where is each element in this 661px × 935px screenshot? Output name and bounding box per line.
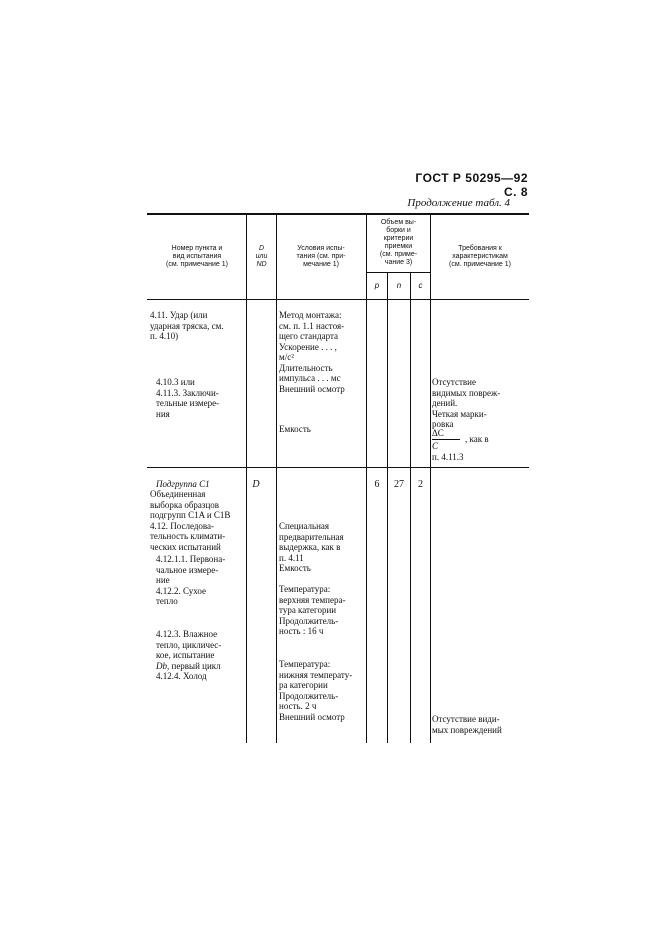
table-continuation-label: Продолжение табл. 4 — [407, 197, 510, 209]
col-header-c: c — [418, 281, 423, 290]
col-header-sample: Объем вы- борки и критерии приемки (см. приме- чание 3) — [379, 219, 418, 266]
col-divider-2 — [276, 213, 277, 743]
row2-test-c-line — [150, 661, 251, 672]
col-divider-3 — [366, 213, 367, 743]
row1-req-frac-den: C — [432, 441, 439, 451]
row1-req-frac-num: ΔC — [432, 428, 444, 438]
row2-test-d: 4.12.4. Холод — [156, 671, 207, 681]
row2-req: Отсутствие види- мых повреждений — [432, 714, 502, 735]
row2-test-c: 4.12.3. Влажное тепло, цикличес- кое, испытание — [156, 629, 222, 660]
row2-cond-a: Специальная предварительная выдержка, как в п. 4.11 Емкость — [279, 521, 344, 573]
row2-test-a: Объединенная выборка образцов подгрупп C1A и C1B 4.12. Последова- тельность климати- ческих испытаний — [150, 489, 231, 552]
row-separator-rule — [147, 467, 529, 468]
row2-p-value: 6 — [374, 479, 380, 490]
header-bottom-rule — [147, 299, 529, 300]
col-header-n: n — [396, 281, 402, 290]
col-header-p: p — [374, 281, 380, 290]
row2-test-c-italic: Db — [156, 661, 167, 671]
row2-n-value: 27 — [394, 479, 404, 490]
row1-req-frac-bar — [432, 439, 460, 440]
row1-test-b: 4.10.3 или 4.11.3. Заключи- тельные измере- ния — [156, 377, 220, 419]
col-divider-n — [410, 272, 411, 743]
col-divider-p — [387, 272, 388, 743]
row1-cond-a: Метод монтажа: см. п. 1.1 настоя- щего стандарта Ускорение . . . , м/с² Длительность импульса . . . мс Внешний осмотр — [279, 310, 345, 394]
row2-subgroup: Подгруппа C1 — [156, 479, 210, 489]
row2-test-c-tail: , первый цикл — [167, 661, 221, 671]
col-header-conditions: Условия испы- тания (см. при- мечание 1) — [296, 245, 346, 268]
col-divider-4 — [430, 213, 431, 743]
row2-c-value: 2 — [418, 479, 423, 490]
row1-req-ref: п. 4.11.3 — [432, 452, 464, 462]
row2-cond-b: Температура: верхняя темпера- тура категории Продолжитель- ность : 16 ч — [279, 584, 346, 636]
row2-d-value: D — [252, 479, 260, 490]
row2-cond-c: Температура: нижняя температу- ра категории Продолжитель- ность. 2 ч Внешний осмотр — [279, 659, 353, 722]
row1-req-frac-tail: , как в — [465, 434, 489, 444]
row1-cond-b: Емкость — [279, 424, 311, 434]
col-header-requirements: Требования к характеристикам (см. примечание 1) — [449, 245, 511, 268]
table-top-rule — [147, 213, 529, 215]
row1-req-a: Отсутствие видимых повреж- дений. Четкая марки- ровка — [432, 377, 501, 429]
row2-test-b: 4.12.1.1. Первона- чальное измере- ние 4.12.2. Сухое тепло — [156, 554, 226, 606]
row1-test-a: 4.11. Удар (или ударная тряска, см. п. 4.10) — [150, 310, 224, 341]
page-header: ГОСТ Р 50295—92 С. 8 — [415, 171, 528, 199]
col-header-d-nd: D или ND — [255, 245, 268, 268]
col-header-test: Номер пункта и вид испытания (см. примечание 1) — [166, 245, 228, 268]
sample-subheader-rule — [366, 272, 430, 273]
